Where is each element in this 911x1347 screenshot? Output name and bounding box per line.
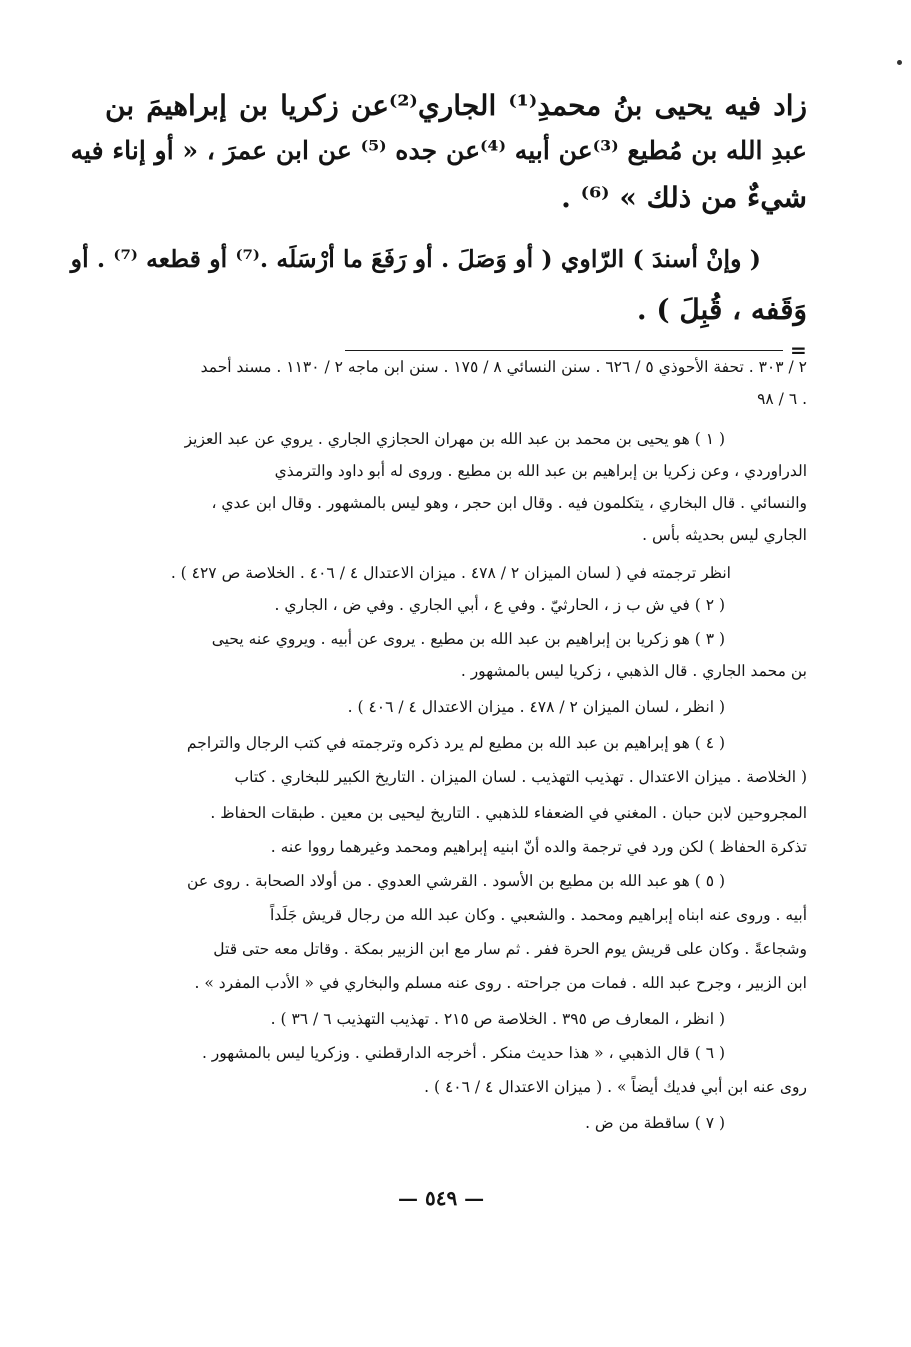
footnote-line: ابن الزبير ، وجرح عبد الله . فمات من جراحته . روى عنه مسلم والبخاري في « الأدب المفرد » . [194,974,807,992]
footnote-line: ( الخلاصة . ميزان الاعتدال . تهذيب التهذيب . لسان الميزان . التاريخ الكبير للبخاري . كتاب [234,768,807,786]
footnote-line: ( ٢ ) في ش ب ز ، الحارثيّ . وفي ع ، أبي الجاري . وفي ض ، الجاري . [274,596,725,614]
footnote-line: ( ٣ ) هو زكريا بن إبراهيم بن عبد الله بن مطيع . يروى عن أبيه . ويروي عنه يحيى [211,630,725,648]
page-number: — ٥٤٩ — [398,1186,485,1210]
footnote-line: ( ٦ ) قال الذهبي ، « هذا حديث منكر . أخرجه الدارقطني . وزكريا ليس بالمشهور . [201,1044,725,1062]
footnote-line: أبيه . وروى عنه ابناه إبراهيم ومحمد . والشعبي . وكان عبد الله من رجال قريش جَلَداً [270,906,807,924]
main-line-5: وَقَفه ، قُبِلَ ) . [636,293,807,326]
footnote-separator [345,350,783,351]
continuation-mark: = [790,338,807,362]
footnote-line: ( ١ ) هو يحيى بن محمد بن عبد الله بن مهران الحجازي الجاري . يروي عن عبد العزيز [184,430,725,448]
footnote-line: ( انظر ، لسان الميزان ٢ / ٤٧٨ . ميزان الاعتدال ٤ / ٤٠٦ ) . [347,698,725,716]
main-line-3: شيءٌ من ذلك » ⁽⁶⁾ . [561,181,807,214]
main-line-2: عبدِ الله بن مُطيع ⁽³⁾عن أبيه ⁽⁴⁾عن جده ⁽⁵⁾ عن ابن عمرَ ، « أو إناء فيه [70,135,807,165]
footnote-line: ٦ / ٩٨ . [757,390,807,408]
main-line-1: زاد فيه يحيى بنُ محمدِ⁽¹⁾ الجاري⁽²⁾عن زكريا بن إبراهيمَ بن [105,89,808,122]
footnote-line: ( ٥ ) هو عبد الله بن مطيع بن الأسود . القرشي العدوي . من أولاد الصحابة . روى عن [187,872,725,890]
footnote-line: بن محمد الجاري . قال الذهبي ، زكريا ليس بالمشهور . [460,662,807,680]
footnote-line: المجروحين لابن حبان . المغني في الضعفاء للذهبي . التاريخ ليحيى بن معين . طبقات الحفاظ . [210,804,807,822]
footnote-line: تذكرة الحفاظ ) لكن ورد في ترجمة والده أنّ ابنيه إبراهيم ومحمد وغيرهما رووا عنه . [270,838,807,856]
footnote-line: والنسائي . قال البخاري ، يتكلمون فيه . وقال ابن حجر ، وهو ليس بالمشهور . وقال ابن عدي ، [211,494,807,512]
footnote-line: الدراوردي ، وعن زكريا بن إبراهيم بن عبد الله بن مطيع . وروى له أبو داود والترمذي [274,462,807,480]
footnote-line: روى عنه ابن أبي فديك أيضاً » . ( ميزان الاعتدال ٤ / ٤٠٦ ) . [424,1078,807,1096]
footnote-line: ٢ / ٣٠٣ . تحفة الأحوذي ٥ / ٦٢٦ . سنن النسائي ٨ / ١٧٥ . سنن ابن ماجه ٢ / ١١٣٠ . مسند أحمد [200,358,807,376]
footnote-line: الجاري ليس بحديثه بأس . [642,526,807,544]
margin-dot [897,60,902,65]
footnote-line: انظر ترجمته في ( لسان الميزان ٢ / ٤٧٨ . ميزان الاعتدال ٤ / ٤٠٦ . الخلاصة ص ٤٢٧ ) . [170,564,731,582]
footnote-line: ( ٤ ) هو إبراهيم بن عبد الله بن مطيع لم يرد ذكره وترجمته في كتب الرجال والتراجم [186,734,725,752]
footnote-line: ( ٧ ) ساقطة من ض . [585,1114,725,1132]
footnote-line: وشجاعةً . وكان على قريش يوم الحرة ففر . ثم سار مع ابن الزبير بمكة . وقاتل معه حتى قتل [213,940,807,958]
main-line-4: ( وإنْ أسندَ ) الرّاوي ( أو وَصَلَ . أو رَفَعَ ما أرْسَلَه .⁽⁷⁾ أو قطعه ⁽⁷⁾ . أو [70,245,761,273]
footnote-line: ( انظر ، المعارف ص ٣٩٥ . الخلاصة ص ٢١٥ . تهذيب التهذيب ٦ / ٣٦ ) . [270,1010,725,1028]
